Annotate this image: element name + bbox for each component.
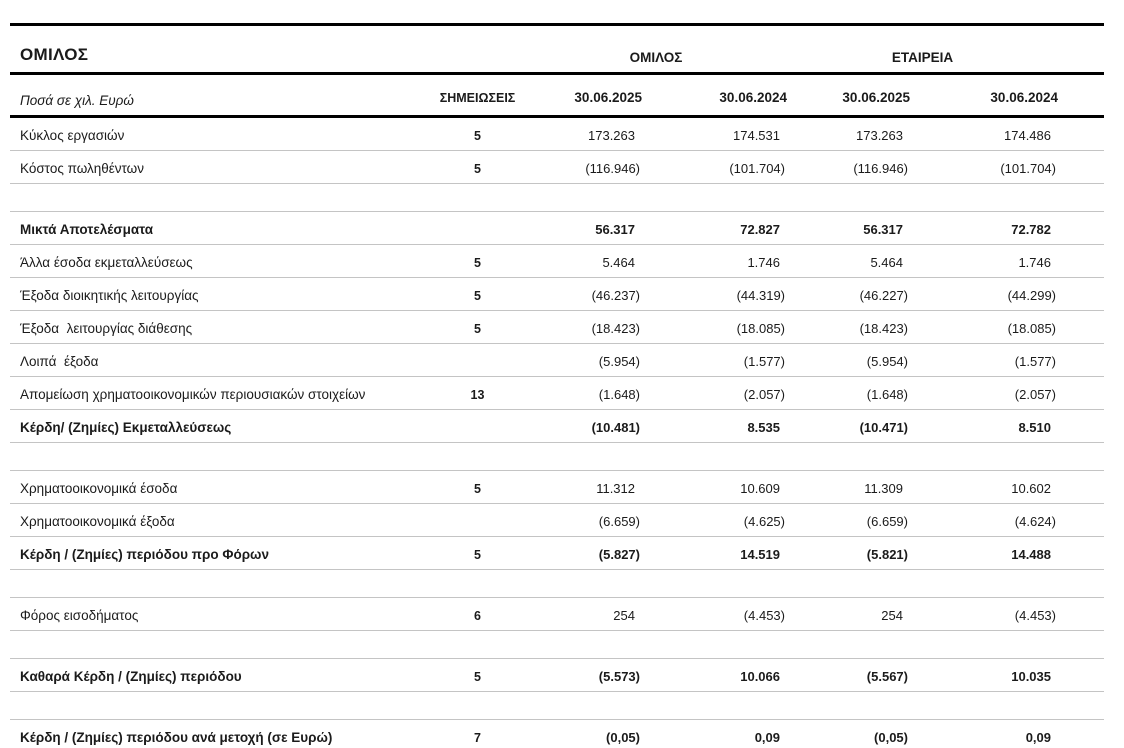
row-label: Μικτά Αποτελέσματα bbox=[20, 222, 154, 237]
value-cell: 11.312 bbox=[596, 481, 635, 496]
value-cell: (5.567) bbox=[866, 669, 908, 684]
row-note bbox=[430, 529, 525, 536]
row-label: Κύκλος εργασιών bbox=[20, 128, 125, 143]
row-tail bbox=[1058, 684, 1104, 691]
value-cell: (0,05) bbox=[874, 730, 908, 745]
value-cell: (4.624) bbox=[1014, 514, 1056, 529]
value-cell: 10.602 bbox=[1011, 481, 1051, 496]
row-label: Κέρδη / (Ζημίες) περιόδου προ Φόρων bbox=[20, 547, 269, 562]
value-cell: (2.057) bbox=[1014, 387, 1056, 402]
value-cell: 5.464 bbox=[602, 255, 635, 270]
value-cell: (44.319) bbox=[736, 288, 785, 303]
value-cell: 14.519 bbox=[740, 547, 780, 562]
value-cell: (5.954) bbox=[598, 354, 640, 369]
value-cell: 8.535 bbox=[747, 420, 780, 435]
value-cell: (5.954) bbox=[866, 354, 908, 369]
value-cell: (1.577) bbox=[743, 354, 785, 369]
row-tail bbox=[1058, 562, 1104, 569]
value-cell: 10.035 bbox=[1011, 669, 1051, 684]
row-label: Καθαρά Κέρδη / (Ζημίες) περιόδου bbox=[20, 669, 242, 684]
row-label: Χρηματοοικονομικά έσοδα bbox=[20, 481, 178, 496]
row-tail bbox=[1058, 108, 1104, 115]
value-cell: (10.481) bbox=[591, 420, 640, 435]
income-statement-table bbox=[10, 23, 1104, 748]
table-row bbox=[10, 720, 1104, 748]
row-tail bbox=[1058, 65, 1104, 72]
row-note: 5 bbox=[474, 289, 481, 303]
value-cell: 254 bbox=[613, 608, 635, 623]
table-row bbox=[10, 311, 1104, 344]
row-label: Λοιπά έξοδα bbox=[20, 354, 99, 369]
value-cell: (5.827) bbox=[598, 547, 640, 562]
table-body bbox=[10, 118, 1104, 748]
row-tail bbox=[1058, 176, 1104, 183]
value-cell: (18.085) bbox=[1007, 321, 1056, 336]
table-row bbox=[10, 151, 1104, 184]
row-note bbox=[430, 435, 525, 442]
value-cell: 11.309 bbox=[864, 481, 903, 496]
value-cell: (6.659) bbox=[866, 514, 908, 529]
table-row bbox=[10, 410, 1104, 443]
row-label: Κόστος πωληθέντων bbox=[20, 161, 144, 176]
period-column-header: 30.06.2024 bbox=[719, 90, 787, 105]
value-cell: (1.577) bbox=[1014, 354, 1056, 369]
group-header-omilos: ΟΜΙΛΟΣ bbox=[629, 50, 683, 65]
value-cell: 173.263 bbox=[856, 128, 903, 143]
spacer-row bbox=[10, 692, 1104, 720]
value-cell: (46.237) bbox=[591, 288, 640, 303]
value-cell: (44.299) bbox=[1007, 288, 1056, 303]
value-cell: 174.531 bbox=[733, 128, 780, 143]
value-cell: 10.609 bbox=[740, 481, 780, 496]
value-cell: (0,05) bbox=[606, 730, 640, 745]
row-tail bbox=[1058, 369, 1104, 376]
row-tail bbox=[1058, 143, 1104, 150]
table-row bbox=[10, 245, 1104, 278]
value-cell: 56.317 bbox=[595, 222, 635, 237]
spacer-row bbox=[10, 570, 1104, 598]
group-header-row bbox=[10, 26, 1104, 75]
row-note: 6 bbox=[474, 609, 481, 623]
row-note: 5 bbox=[474, 256, 481, 270]
row-label: Κέρδη/ (Ζημίες) Εκμεταλλεύσεως bbox=[20, 420, 232, 435]
value-cell: (10.471) bbox=[859, 420, 908, 435]
row-note: 5 bbox=[474, 482, 481, 496]
value-cell: 56.317 bbox=[863, 222, 903, 237]
table-row bbox=[10, 659, 1104, 692]
group-header-etaireia: ΕΤΑΙΡΕΙΑ bbox=[891, 50, 954, 65]
table-row bbox=[10, 504, 1104, 537]
row-tail bbox=[1058, 496, 1104, 503]
row-label: Φόρος εισοδήματος bbox=[20, 608, 139, 623]
row-note: 5 bbox=[474, 162, 481, 176]
value-cell: (116.946) bbox=[853, 161, 908, 176]
row-label: Χρηματοοικονομικά έξοδα bbox=[20, 514, 175, 529]
row-tail bbox=[1058, 435, 1104, 442]
row-tail bbox=[1058, 270, 1104, 277]
value-cell: (116.946) bbox=[585, 161, 640, 176]
value-cell: 1.746 bbox=[1018, 255, 1051, 270]
row-tail bbox=[1058, 402, 1104, 409]
table-row bbox=[10, 471, 1104, 504]
value-cell: 72.827 bbox=[740, 222, 780, 237]
table-row bbox=[10, 598, 1104, 631]
spacer-row bbox=[10, 184, 1104, 212]
value-cell: (1.648) bbox=[866, 387, 908, 402]
row-label: Κέρδη / (Ζημίες) περιόδου ανά μετοχή (σε Ευρώ) bbox=[20, 730, 333, 745]
spacer-row bbox=[10, 631, 1104, 659]
value-cell: (5.821) bbox=[866, 547, 908, 562]
value-cell: 8.510 bbox=[1018, 420, 1051, 435]
row-tail bbox=[1058, 623, 1104, 630]
row-label: Έξοδα διοικητικής λειτουργίας bbox=[20, 288, 199, 303]
value-cell: (1.648) bbox=[598, 387, 640, 402]
notes-header-spacer bbox=[430, 65, 525, 72]
value-cell: 0,09 bbox=[754, 730, 780, 745]
table-row bbox=[10, 278, 1104, 311]
table-row bbox=[10, 537, 1104, 570]
row-label: Άλλα έσοδα εκμεταλλεύσεως bbox=[20, 255, 193, 270]
table-row bbox=[10, 377, 1104, 410]
row-note: 5 bbox=[474, 129, 481, 143]
row-note: 5 bbox=[474, 670, 481, 684]
row-note: 5 bbox=[474, 322, 481, 336]
row-note: 7 bbox=[474, 731, 481, 745]
value-cell: 173.263 bbox=[588, 128, 635, 143]
value-cell: (4.625) bbox=[743, 514, 785, 529]
row-tail bbox=[1058, 237, 1104, 244]
value-cell: 174.486 bbox=[1004, 128, 1051, 143]
amounts-unit-label: Ποσά σε χιλ. Ευρώ bbox=[20, 93, 134, 108]
value-cell: (46.227) bbox=[859, 288, 908, 303]
period-column-header: 30.06.2025 bbox=[574, 90, 642, 105]
period-column-header: 30.06.2025 bbox=[842, 90, 910, 105]
value-cell: 0,09 bbox=[1025, 730, 1051, 745]
value-cell: (6.659) bbox=[598, 514, 640, 529]
value-cell: 254 bbox=[881, 608, 903, 623]
table-row bbox=[10, 212, 1104, 245]
row-note bbox=[430, 237, 525, 244]
row-note: 5 bbox=[474, 548, 481, 562]
value-cell: (5.573) bbox=[598, 669, 640, 684]
row-tail bbox=[1058, 336, 1104, 343]
row-label: Απομείωση χρηματοοικονομικών περιουσιακών στοιχείων bbox=[20, 387, 366, 402]
spacer-row bbox=[10, 443, 1104, 471]
row-tail bbox=[1058, 529, 1104, 536]
value-cell: 10.066 bbox=[740, 669, 780, 684]
value-cell: (4.453) bbox=[743, 608, 785, 623]
table-row bbox=[10, 344, 1104, 377]
value-cell: (18.423) bbox=[859, 321, 908, 336]
column-header-row bbox=[10, 75, 1104, 118]
row-note bbox=[430, 369, 525, 376]
row-label: Έξοδα λειτουργίας διάθεσης bbox=[20, 321, 193, 336]
value-cell: (18.085) bbox=[736, 321, 785, 336]
table-row bbox=[10, 118, 1104, 151]
value-cell: 5.464 bbox=[870, 255, 903, 270]
value-cell: (101.704) bbox=[729, 161, 785, 176]
value-cell: (2.057) bbox=[743, 387, 785, 402]
notes-column-header: ΣΗΜΕΙΩΣΕΙΣ bbox=[439, 91, 516, 105]
value-cell: 14.488 bbox=[1011, 547, 1051, 562]
period-column-header: 30.06.2024 bbox=[990, 90, 1058, 105]
value-cell: (101.704) bbox=[1000, 161, 1056, 176]
value-cell: 72.782 bbox=[1011, 222, 1051, 237]
row-note: 13 bbox=[470, 388, 485, 402]
value-cell: (4.453) bbox=[1014, 608, 1056, 623]
value-cell: (18.423) bbox=[591, 321, 640, 336]
page-title: ΟΜΙΛΟΣ bbox=[20, 45, 89, 64]
row-tail bbox=[1058, 303, 1104, 310]
value-cell: 1.746 bbox=[747, 255, 780, 270]
